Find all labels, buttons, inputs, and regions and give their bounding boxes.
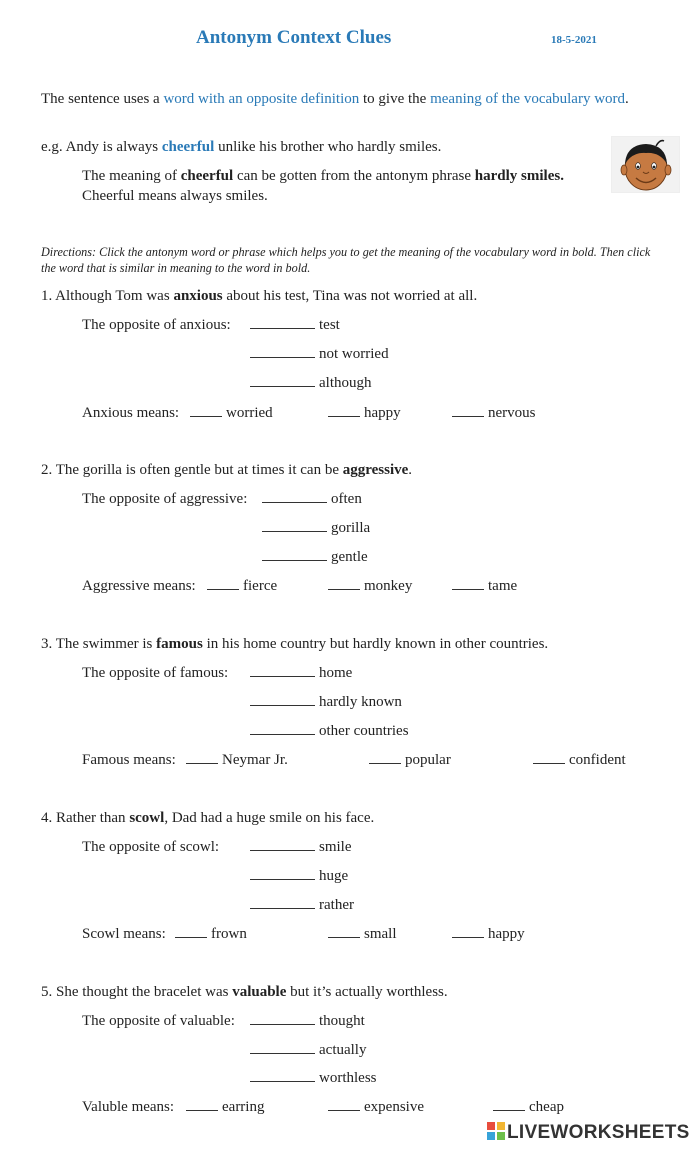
sentence-text: 3. The swimmer is bbox=[41, 636, 157, 652]
answer-option[interactable] bbox=[452, 578, 517, 595]
option-text: hardly known bbox=[319, 694, 402, 710]
question-1-opposite-label: The opposite of anxious: bbox=[82, 317, 231, 333]
answer-option[interactable] bbox=[262, 491, 362, 508]
option-text: popular bbox=[405, 752, 451, 768]
option-text: Neymar Jr. bbox=[222, 752, 288, 768]
answer-blank bbox=[493, 1099, 525, 1111]
answer-option[interactable] bbox=[250, 665, 352, 682]
directions: Directions: Click the antonym word or phrase which helps you to get the meaning of the vocabulary word in bold. Then click the word that is similar in meaning to the word in bold. bbox=[41, 245, 651, 275]
answer-blank bbox=[328, 926, 360, 938]
example-explanation bbox=[82, 168, 564, 185]
sentence-text: 5. She thought the bracelet was bbox=[41, 984, 233, 1000]
question-4-means-label: Scowl means: bbox=[82, 926, 166, 942]
answer-blank bbox=[452, 578, 484, 590]
answer-blank bbox=[250, 375, 315, 387]
answer-option[interactable] bbox=[250, 1042, 366, 1059]
answer-option[interactable] bbox=[186, 1099, 264, 1116]
option-text: nervous bbox=[488, 405, 536, 421]
option-text: test bbox=[319, 317, 340, 333]
option-text: although bbox=[319, 375, 372, 391]
intro-text: The sentence uses a bbox=[41, 91, 164, 107]
answer-option[interactable] bbox=[533, 752, 626, 769]
option-text: happy bbox=[364, 405, 401, 421]
question-4-sentence bbox=[41, 810, 374, 827]
answer-option[interactable] bbox=[250, 1013, 365, 1030]
answer-option[interactable] bbox=[186, 752, 288, 769]
intro-paragraph bbox=[41, 89, 641, 109]
example-text: unlike his brother who hardly smiles. bbox=[214, 139, 442, 155]
answer-blank bbox=[186, 1099, 218, 1111]
answer-blank bbox=[369, 752, 401, 764]
page-title: Antonym Context Clues bbox=[196, 27, 392, 48]
sentence-text: 2. The gorilla is often gentle but at times it can be bbox=[41, 462, 343, 478]
option-text: thought bbox=[319, 1013, 365, 1029]
vocabulary-word: anxious bbox=[173, 288, 223, 304]
answer-blank bbox=[533, 752, 565, 764]
answer-blank bbox=[250, 1042, 315, 1054]
explanation-text: can be gotten from the antonym phrase bbox=[233, 168, 475, 184]
option-text: small bbox=[364, 926, 397, 942]
vocabulary-word: aggressive bbox=[342, 462, 409, 478]
vocabulary-word: valuable bbox=[232, 984, 287, 1000]
vocabulary-word: scowl bbox=[129, 810, 165, 826]
option-text: home bbox=[319, 665, 353, 681]
intro-text: to give the bbox=[359, 91, 431, 107]
sentence-text: in his home country but hardly known in other countries. bbox=[202, 636, 549, 652]
sentence-text: about his test, Tina was not worried at all. bbox=[222, 288, 478, 304]
question-2-sentence bbox=[41, 462, 412, 479]
answer-option[interactable] bbox=[493, 1099, 564, 1116]
sentence-text: . bbox=[408, 462, 413, 478]
explanation-keyword: cheerful bbox=[180, 168, 234, 184]
option-text: not worried bbox=[319, 346, 389, 362]
answer-blank bbox=[250, 868, 315, 880]
answer-blank bbox=[262, 520, 327, 532]
option-text: tame bbox=[488, 578, 518, 594]
question-2-means-label: Aggressive means: bbox=[82, 578, 196, 594]
answer-blank bbox=[250, 694, 315, 706]
answer-blank bbox=[452, 405, 484, 417]
question-3-opposite-label: The opposite of famous: bbox=[82, 665, 229, 681]
answer-option[interactable] bbox=[328, 578, 412, 595]
intro-highlight: word with an opposite definition bbox=[163, 91, 360, 107]
answer-blank bbox=[452, 926, 484, 938]
brand-text: LIVEWORKSHEETS bbox=[507, 1122, 690, 1143]
option-text: fierce bbox=[243, 578, 278, 594]
answer-option[interactable] bbox=[250, 375, 372, 392]
answer-blank bbox=[328, 578, 360, 590]
example-keyword: cheerful bbox=[161, 139, 215, 155]
option-text: actually bbox=[319, 1042, 367, 1058]
answer-blank bbox=[175, 926, 207, 938]
option-text: worried bbox=[226, 405, 273, 421]
sentence-text: 1. Although Tom was bbox=[41, 288, 174, 304]
option-text: monkey bbox=[364, 578, 413, 594]
option-text: frown bbox=[211, 926, 247, 942]
answer-blank bbox=[250, 346, 315, 358]
question-1-sentence bbox=[41, 288, 477, 305]
example-sentence bbox=[41, 139, 441, 156]
answer-blank bbox=[190, 405, 222, 417]
answer-option[interactable] bbox=[452, 926, 525, 943]
option-text: other countries bbox=[319, 723, 409, 739]
explanation-text: The meaning of bbox=[82, 168, 181, 184]
explanation-phrase: hardly smiles. bbox=[474, 168, 564, 184]
answer-option[interactable] bbox=[369, 752, 451, 769]
option-text: gorilla bbox=[331, 520, 371, 536]
question-1-means-label: Anxious means: bbox=[82, 405, 180, 421]
option-text: huge bbox=[319, 868, 349, 884]
answer-blank bbox=[250, 897, 315, 909]
answer-option[interactable] bbox=[250, 897, 354, 914]
option-text: expensive bbox=[364, 1099, 424, 1115]
answer-option[interactable] bbox=[262, 520, 370, 537]
answer-blank bbox=[250, 1013, 315, 1025]
sentence-text: but it’s actually worthless. bbox=[286, 984, 448, 1000]
option-text: earring bbox=[222, 1099, 265, 1115]
answer-option[interactable] bbox=[250, 1070, 377, 1087]
answer-blank bbox=[262, 491, 327, 503]
answer-option[interactable] bbox=[250, 346, 389, 363]
answer-option[interactable] bbox=[190, 405, 273, 422]
answer-blank bbox=[207, 578, 239, 590]
question-5-sentence bbox=[41, 984, 448, 1001]
example-meaning: Cheerful means always smiles. bbox=[82, 188, 268, 204]
answer-option[interactable] bbox=[207, 578, 277, 595]
boy-face-icon bbox=[611, 136, 680, 193]
answer-blank bbox=[250, 665, 315, 677]
sentence-text: 4. Rather than bbox=[41, 810, 130, 826]
answer-blank bbox=[250, 317, 315, 329]
question-2-opposite-label: The opposite of aggressive: bbox=[82, 491, 248, 507]
example-text: e.g. Andy is always bbox=[41, 139, 162, 155]
option-text: cheap bbox=[529, 1099, 564, 1115]
option-text: smile bbox=[319, 839, 352, 855]
option-text: rather bbox=[319, 897, 354, 913]
answer-option[interactable] bbox=[250, 723, 409, 740]
answer-option[interactable] bbox=[328, 926, 397, 943]
answer-blank bbox=[328, 1099, 360, 1111]
liveworksheets-logo-icon bbox=[487, 1122, 505, 1140]
option-text: gentle bbox=[331, 549, 368, 565]
answer-option[interactable] bbox=[328, 1099, 424, 1116]
option-text: happy bbox=[488, 926, 525, 942]
answer-blank bbox=[328, 405, 360, 417]
liveworksheets-brand bbox=[487, 1122, 690, 1144]
option-text: worthless bbox=[319, 1070, 377, 1086]
question-3-sentence bbox=[41, 636, 548, 653]
intro-text: . bbox=[625, 91, 629, 107]
answer-option[interactable] bbox=[452, 405, 536, 422]
answer-option[interactable] bbox=[250, 868, 348, 885]
answer-option[interactable] bbox=[175, 926, 247, 943]
answer-option[interactable] bbox=[328, 405, 401, 422]
answer-option[interactable] bbox=[250, 839, 352, 856]
answer-option[interactable] bbox=[250, 694, 402, 711]
question-5-opposite-label: The opposite of valuable: bbox=[82, 1013, 235, 1029]
answer-blank bbox=[186, 752, 218, 764]
answer-blank bbox=[262, 549, 327, 561]
answer-option[interactable] bbox=[262, 549, 368, 566]
intro-highlight: meaning of the vocabulary word bbox=[430, 91, 626, 107]
question-5-means-label: Valuble means: bbox=[82, 1099, 175, 1115]
answer-blank bbox=[250, 1070, 315, 1082]
answer-blank bbox=[250, 723, 315, 735]
question-3-means-label: Famous means: bbox=[82, 752, 176, 768]
answer-blank bbox=[250, 839, 315, 851]
page-date: 18-5-2021 bbox=[551, 34, 597, 46]
vocabulary-word: famous bbox=[156, 636, 203, 652]
option-text: confident bbox=[569, 752, 626, 768]
option-text: often bbox=[331, 491, 362, 507]
sentence-text: , Dad had a huge smile on his face. bbox=[164, 810, 375, 826]
question-4-opposite-label: The opposite of scowl: bbox=[82, 839, 220, 855]
answer-option[interactable] bbox=[250, 317, 340, 334]
